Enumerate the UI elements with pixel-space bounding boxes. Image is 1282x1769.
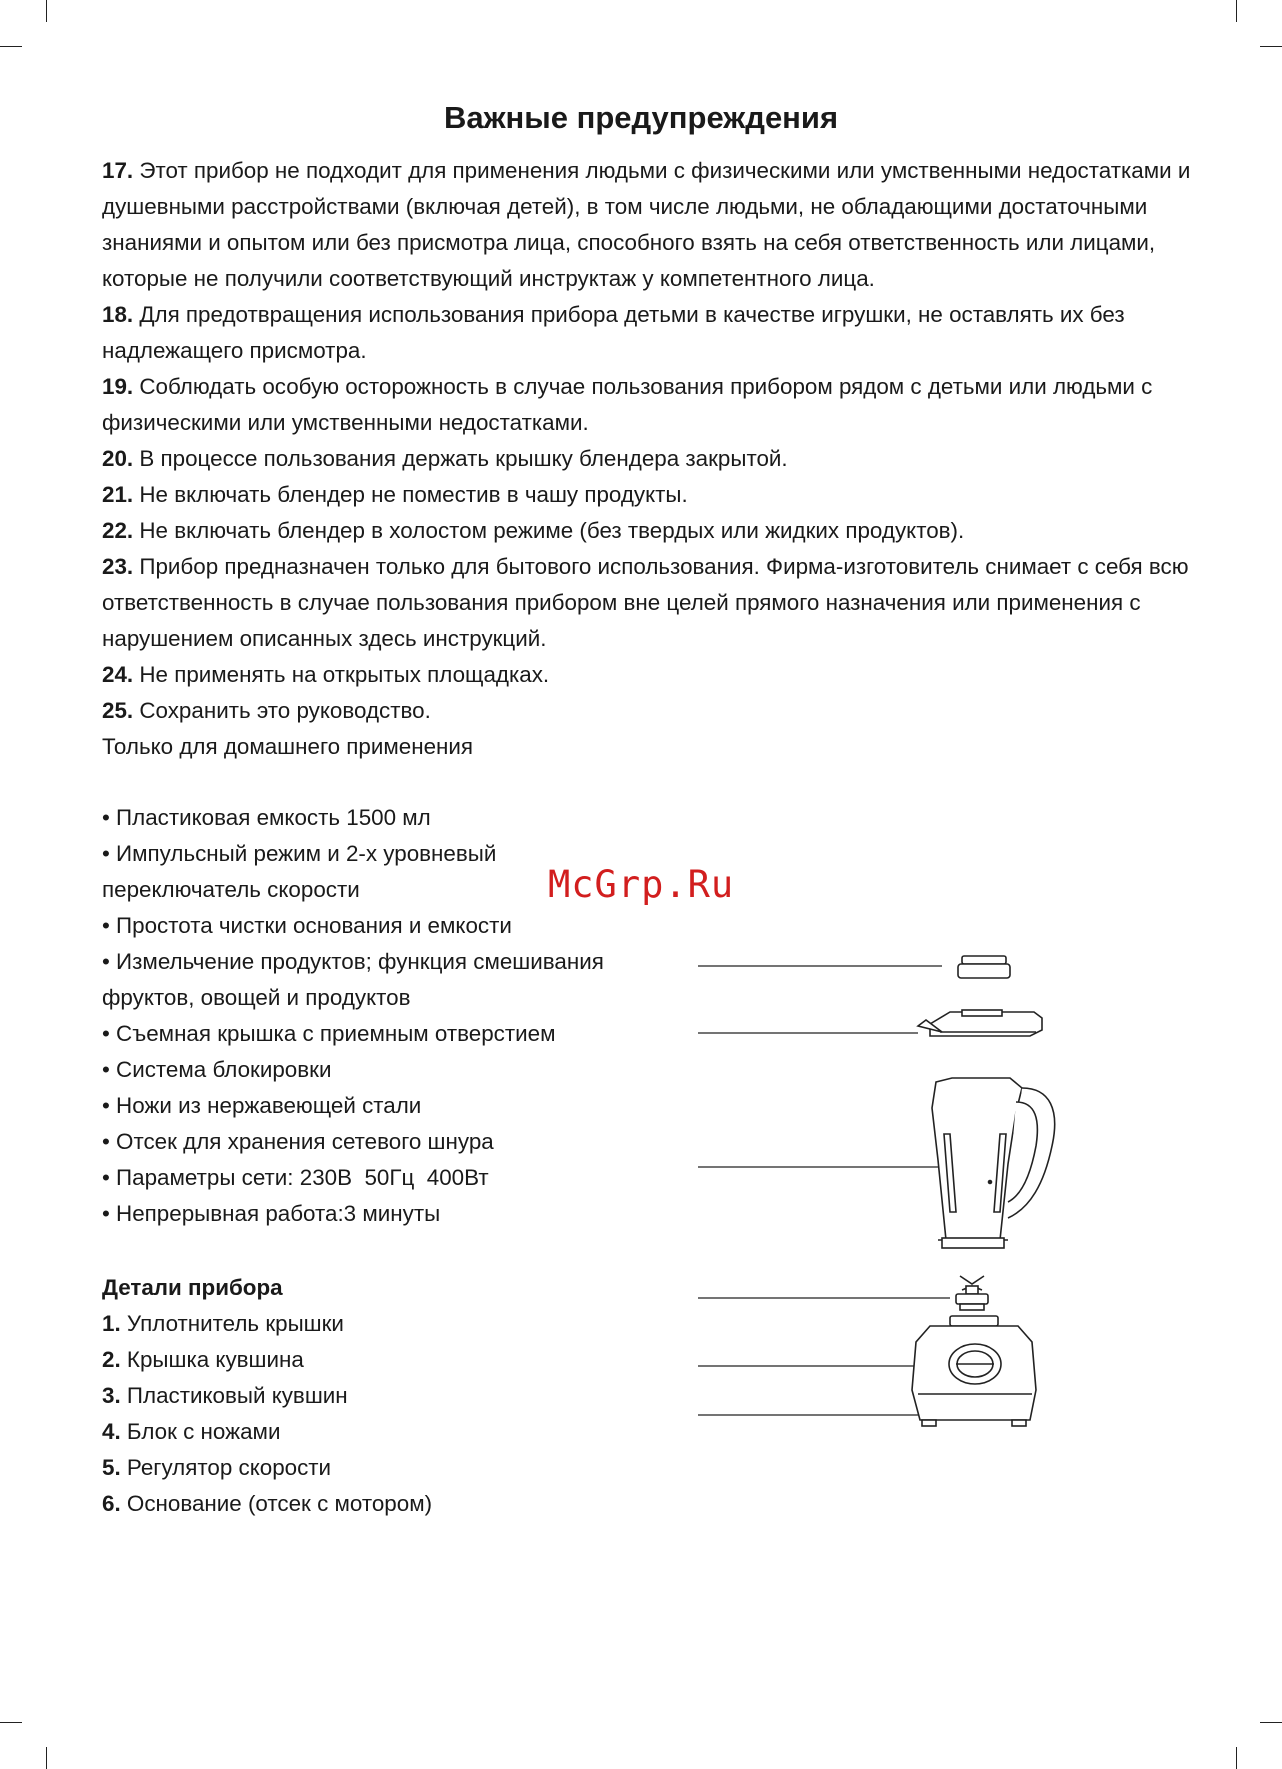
parts-list: [102, 1270, 602, 1522]
part-item: 1. Уплотнитель крышки: [102, 1311, 344, 1336]
motor-base-icon: [912, 1316, 1036, 1426]
warnings-list: [102, 153, 1192, 765]
part-item: 6. Основание (отсек с мотором): [102, 1491, 433, 1516]
feature-item: • Ножи из нержавеющей стали: [102, 1093, 422, 1118]
warning-item: 21. Не включать блендер не поместив в чашу продукты.: [102, 482, 688, 507]
page-title: Важные предупреждения: [443, 100, 839, 135]
plastic-jug-icon: [932, 1078, 1055, 1248]
leader-lines: [698, 966, 950, 1415]
watermark: McGrp.Ru: [548, 863, 735, 906]
feature-item: • Пластиковая емкость 1500 мл: [102, 805, 431, 830]
feature-item: • Отсек для хранения сетевого шнура: [102, 1129, 494, 1154]
crop-mark: [46, 0, 47, 22]
warning-item: 20. В процессе пользования держать крышку блендера закрытой.: [102, 446, 788, 471]
feature-item: • Простота чистки основания и емкости: [102, 913, 512, 938]
warning-item: 23. Прибор предназначен только для бытового использования. Фирма-изготовитель снимает с себя всю ответственность в случае пользования прибором вне целей прямого назначения или применения с нарушением описанных здесь инструкций.: [102, 554, 1189, 651]
home-use-note: Только для домашнего применения: [102, 734, 474, 759]
feature-item: • Непрерывная работа:3 минуты: [102, 1201, 441, 1226]
parts-heading: Детали прибора: [102, 1275, 283, 1300]
part-item: 4. Блок с ножами: [102, 1419, 281, 1444]
blade-unit-icon: [956, 1276, 988, 1310]
feature-item: • Съемная крышка с приемным отверстием: [102, 1021, 556, 1046]
feature-item: • Параметры сети: 230В 50Гц 400Вт: [102, 1165, 489, 1190]
jug-lid-icon: [918, 1010, 1042, 1036]
crop-mark: [1236, 0, 1237, 22]
warning-item: 17. Этот прибор не подходит для применения людьми с физическими или умственными недостатками и душевными расстройствами (включая детей), в том числе людьми, не обладающими достаточными знаниями и опытом или без присмотра лица, способного взять на себя ответственность или лицами, которые не получили соответствующий инструктаж у компетентного лица.: [102, 158, 1191, 291]
blender-diagram: [690, 950, 1090, 1430]
part-item: 3. Пластиковый кувшин: [102, 1383, 348, 1408]
warning-item: 22. Не включать блендер в холостом режиме (без твердых или жидких продуктов).: [102, 518, 965, 543]
warning-item: 24. Не применять на открытых площадках.: [102, 662, 550, 687]
part-item: 5. Регулятор скорости: [102, 1455, 332, 1480]
feature-item: • Измельчение продуктов; функция смешивания фруктов, овощей и продуктов: [102, 949, 604, 1010]
warning-item: 18. Для предотвращения использования прибора детьми в качестве игрушки, не оставлять их без надлежащего присмотра.: [102, 302, 1125, 363]
crop-mark: [1260, 1722, 1282, 1723]
crop-mark: [0, 1722, 22, 1723]
crop-mark: [0, 46, 22, 47]
crop-mark: [1260, 46, 1282, 47]
feature-item: • Импульсный режим и 2-х уровневый переключатель скорости: [102, 841, 497, 902]
part-item: 2. Крышка кувшина: [102, 1347, 304, 1372]
warning-item: 25. Сохранить это руководство.: [102, 698, 431, 723]
crop-mark: [46, 1747, 47, 1769]
warning-item: 19. Соблюдать особую осторожность в случае пользования прибором рядом с детьми или людьми с физическими или умственными недостатками.: [102, 374, 1153, 435]
lid-seal-icon: [958, 956, 1010, 978]
crop-mark: [1236, 1747, 1237, 1769]
feature-item: • Система блокировки: [102, 1057, 332, 1082]
